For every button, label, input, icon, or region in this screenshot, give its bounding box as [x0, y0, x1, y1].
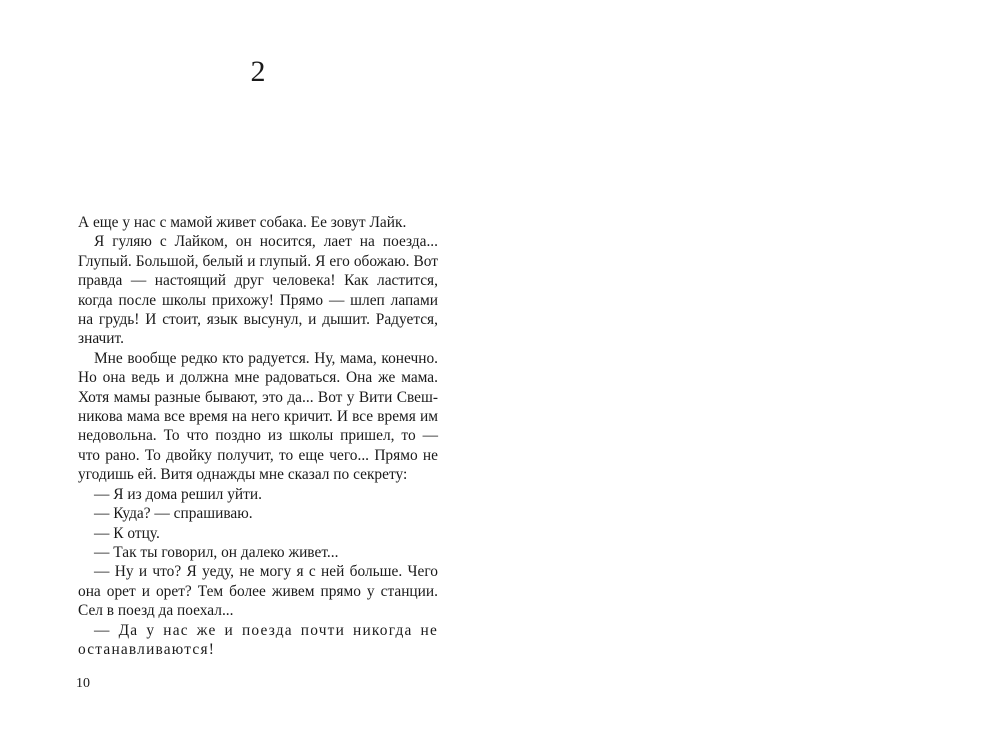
paragraph: А еще у нас с мамой живет собака. Ее зовут Лайк. [78, 214, 407, 231]
paragraph: Я гуляю с Лайком, он носится, лает на поезда... Глупый. Большой, белый и глупый. Я его обожаю. Вот правда — настоящий друг человека! Как ластится, когда после школы прихожу! Прямо — шлеп лапами на грудь! И стоит, язык высунул, и дышит. Радуется, значит. [78, 233, 438, 348]
right-page [500, 0, 1000, 750]
chapter-number: 2 [250, 55, 266, 88]
page-number-left: 10 [76, 676, 90, 691]
dialogue-line: — Я из дома решил уйти. [94, 485, 262, 503]
dialogue-line: — Так ты говорил, он далеко живет... [94, 543, 339, 561]
dialogue-line: — Куда? — спрашиваю. [94, 505, 253, 523]
paragraph: Мне вообще редко кто радуется. Ну, мама, конечно. Но она ведь и должна мне радоваться. Она же мама. Хотя мамы разные бывают, это да... Вот у Вити Свешникова мама все время на него кричит. И все время им недовольна. То что поздно из школы пришел, то — что рано. То двойку получит, то еще чего... Прямо не угодишь ей. Витя однажды мне сказал по секрету: [78, 349, 438, 484]
left-page-text [78, 213, 438, 659]
dialogue-line: — Да у нас же и поезда почти никогда не останавливаются! [78, 621, 438, 658]
dialogue-line: — Ну и что? Я уеду, не могу я с ней больше. Чего она орет и орет? Тем более живем прямо у станции. Сел в поезд да поехал... [78, 563, 438, 620]
dialogue-line: — К отцу. [94, 524, 160, 542]
